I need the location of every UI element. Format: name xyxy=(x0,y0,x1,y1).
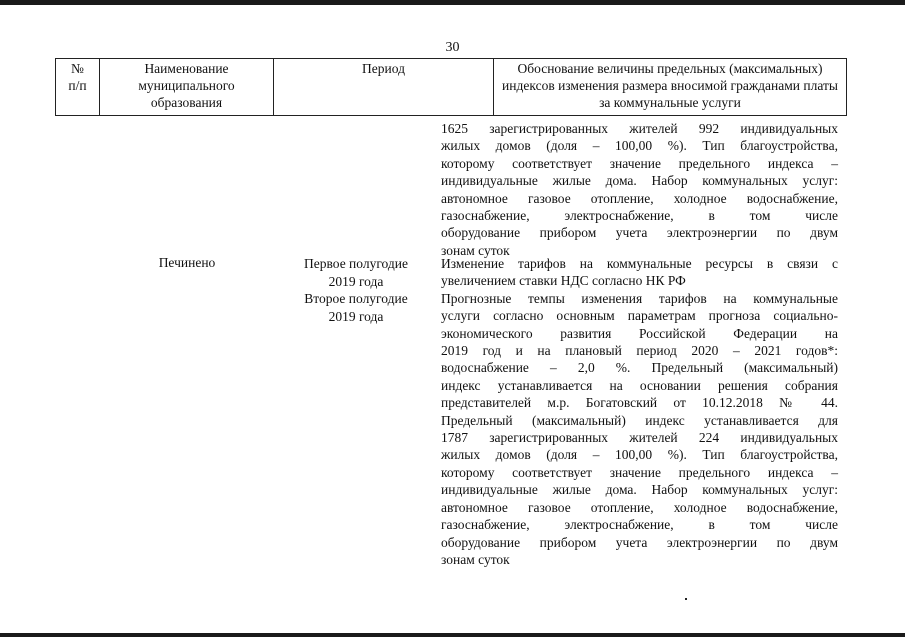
text-line: представителей м.р. Богатовский от 10.12.2018 № 44. xyxy=(441,395,838,411)
scan-speck xyxy=(685,598,687,600)
header-cell-municipality xyxy=(99,58,273,116)
reason-text xyxy=(441,255,838,568)
period-cell xyxy=(275,255,437,325)
period-line: 2019 года xyxy=(328,308,384,324)
text-line: индивидуальные жилые дома. Набор коммунальных услуг: xyxy=(441,482,838,498)
text-line: 1787 зарегистрированных жителей 224 индивидуальных xyxy=(441,430,838,446)
header-period-label: Период xyxy=(362,61,405,76)
text-line: индивидуальные жилые дома. Набор коммунальных услуг: xyxy=(441,173,838,189)
header-municipality-line: Наименование xyxy=(144,61,229,76)
bottom-scan-border xyxy=(0,633,905,637)
text-line: индекс устанавливается на основании решения собрания xyxy=(441,377,838,393)
text-line: оборудование прибором учета электроэнергии по двум xyxy=(441,534,838,550)
page-number: 30 xyxy=(445,40,460,55)
header-reason-line: индексов изменения размера вносимой гражданами платы xyxy=(502,78,838,93)
period-line: 2019 года xyxy=(328,273,384,289)
text-line: 2019 год и на плановый период 2020 – 2021 годов*: xyxy=(441,343,838,359)
text-line: Изменение тарифов на коммунальные ресурсы в связи с xyxy=(441,256,838,271)
text-line: газоснабжение, электроснабжение, в том числе xyxy=(441,208,838,224)
text-line: которому соответствует значение предельного индекса – xyxy=(441,464,838,480)
header-number-line: п/п xyxy=(68,78,87,93)
text-line: зонам суток xyxy=(441,551,510,567)
text-line: Предельный (максимальный) индекс устанавливается для xyxy=(441,412,838,428)
text-line: услуги согласно основным параметрам прогноза социально- xyxy=(441,308,838,324)
text-line: зонам суток xyxy=(441,242,510,258)
table-header xyxy=(55,58,847,116)
period-line: Первое полугодие xyxy=(304,256,408,271)
header-municipality-line: образования xyxy=(150,95,223,110)
header-number-line: № xyxy=(71,61,84,76)
text-line: водоснабжение – 2,0 %. Предельный (максимальный) xyxy=(441,360,838,376)
text-line: жилых домов (доля – 100,00 %). Тип благоустройства, xyxy=(441,138,838,154)
municipality-name: Печинено xyxy=(158,255,216,270)
text-line: оборудование прибором учета электроэнергии по двум xyxy=(441,225,838,241)
header-cell-number xyxy=(55,58,99,116)
text-line: 1625 зарегистрированных жителей 992 индивидуальных xyxy=(441,121,838,136)
header-municipality-line: муниципального xyxy=(138,78,235,93)
text-line: Прогнозные темпы изменения тарифов на коммунальные xyxy=(441,290,838,306)
text-line: которому соответствует значение предельного индекса – xyxy=(441,155,838,171)
header-cell-reason xyxy=(493,58,847,116)
text-line: автономное газовое отопление, холодное водоснабжение, xyxy=(441,190,838,206)
continuation-text xyxy=(441,120,838,259)
header-reason-line: за коммунальные услуги xyxy=(599,95,741,110)
header-reason-line: Обоснование величины предельных (максимальных) xyxy=(517,61,823,76)
text-line: экономического развития Российской Федерации на xyxy=(441,325,838,341)
period-line: Второе полугодие xyxy=(304,291,408,306)
text-line: газоснабжение, электроснабжение, в том числе xyxy=(441,517,838,533)
text-line: увеличением ставки НДС согласно НК РФ xyxy=(441,273,686,289)
top-scan-border xyxy=(0,0,905,5)
header-cell-period xyxy=(273,58,493,116)
text-line: жилых домов (доля – 100,00 %). Тип благоустройства, xyxy=(441,447,838,463)
text-line: автономное газовое отопление, холодное водоснабжение, xyxy=(441,499,838,515)
